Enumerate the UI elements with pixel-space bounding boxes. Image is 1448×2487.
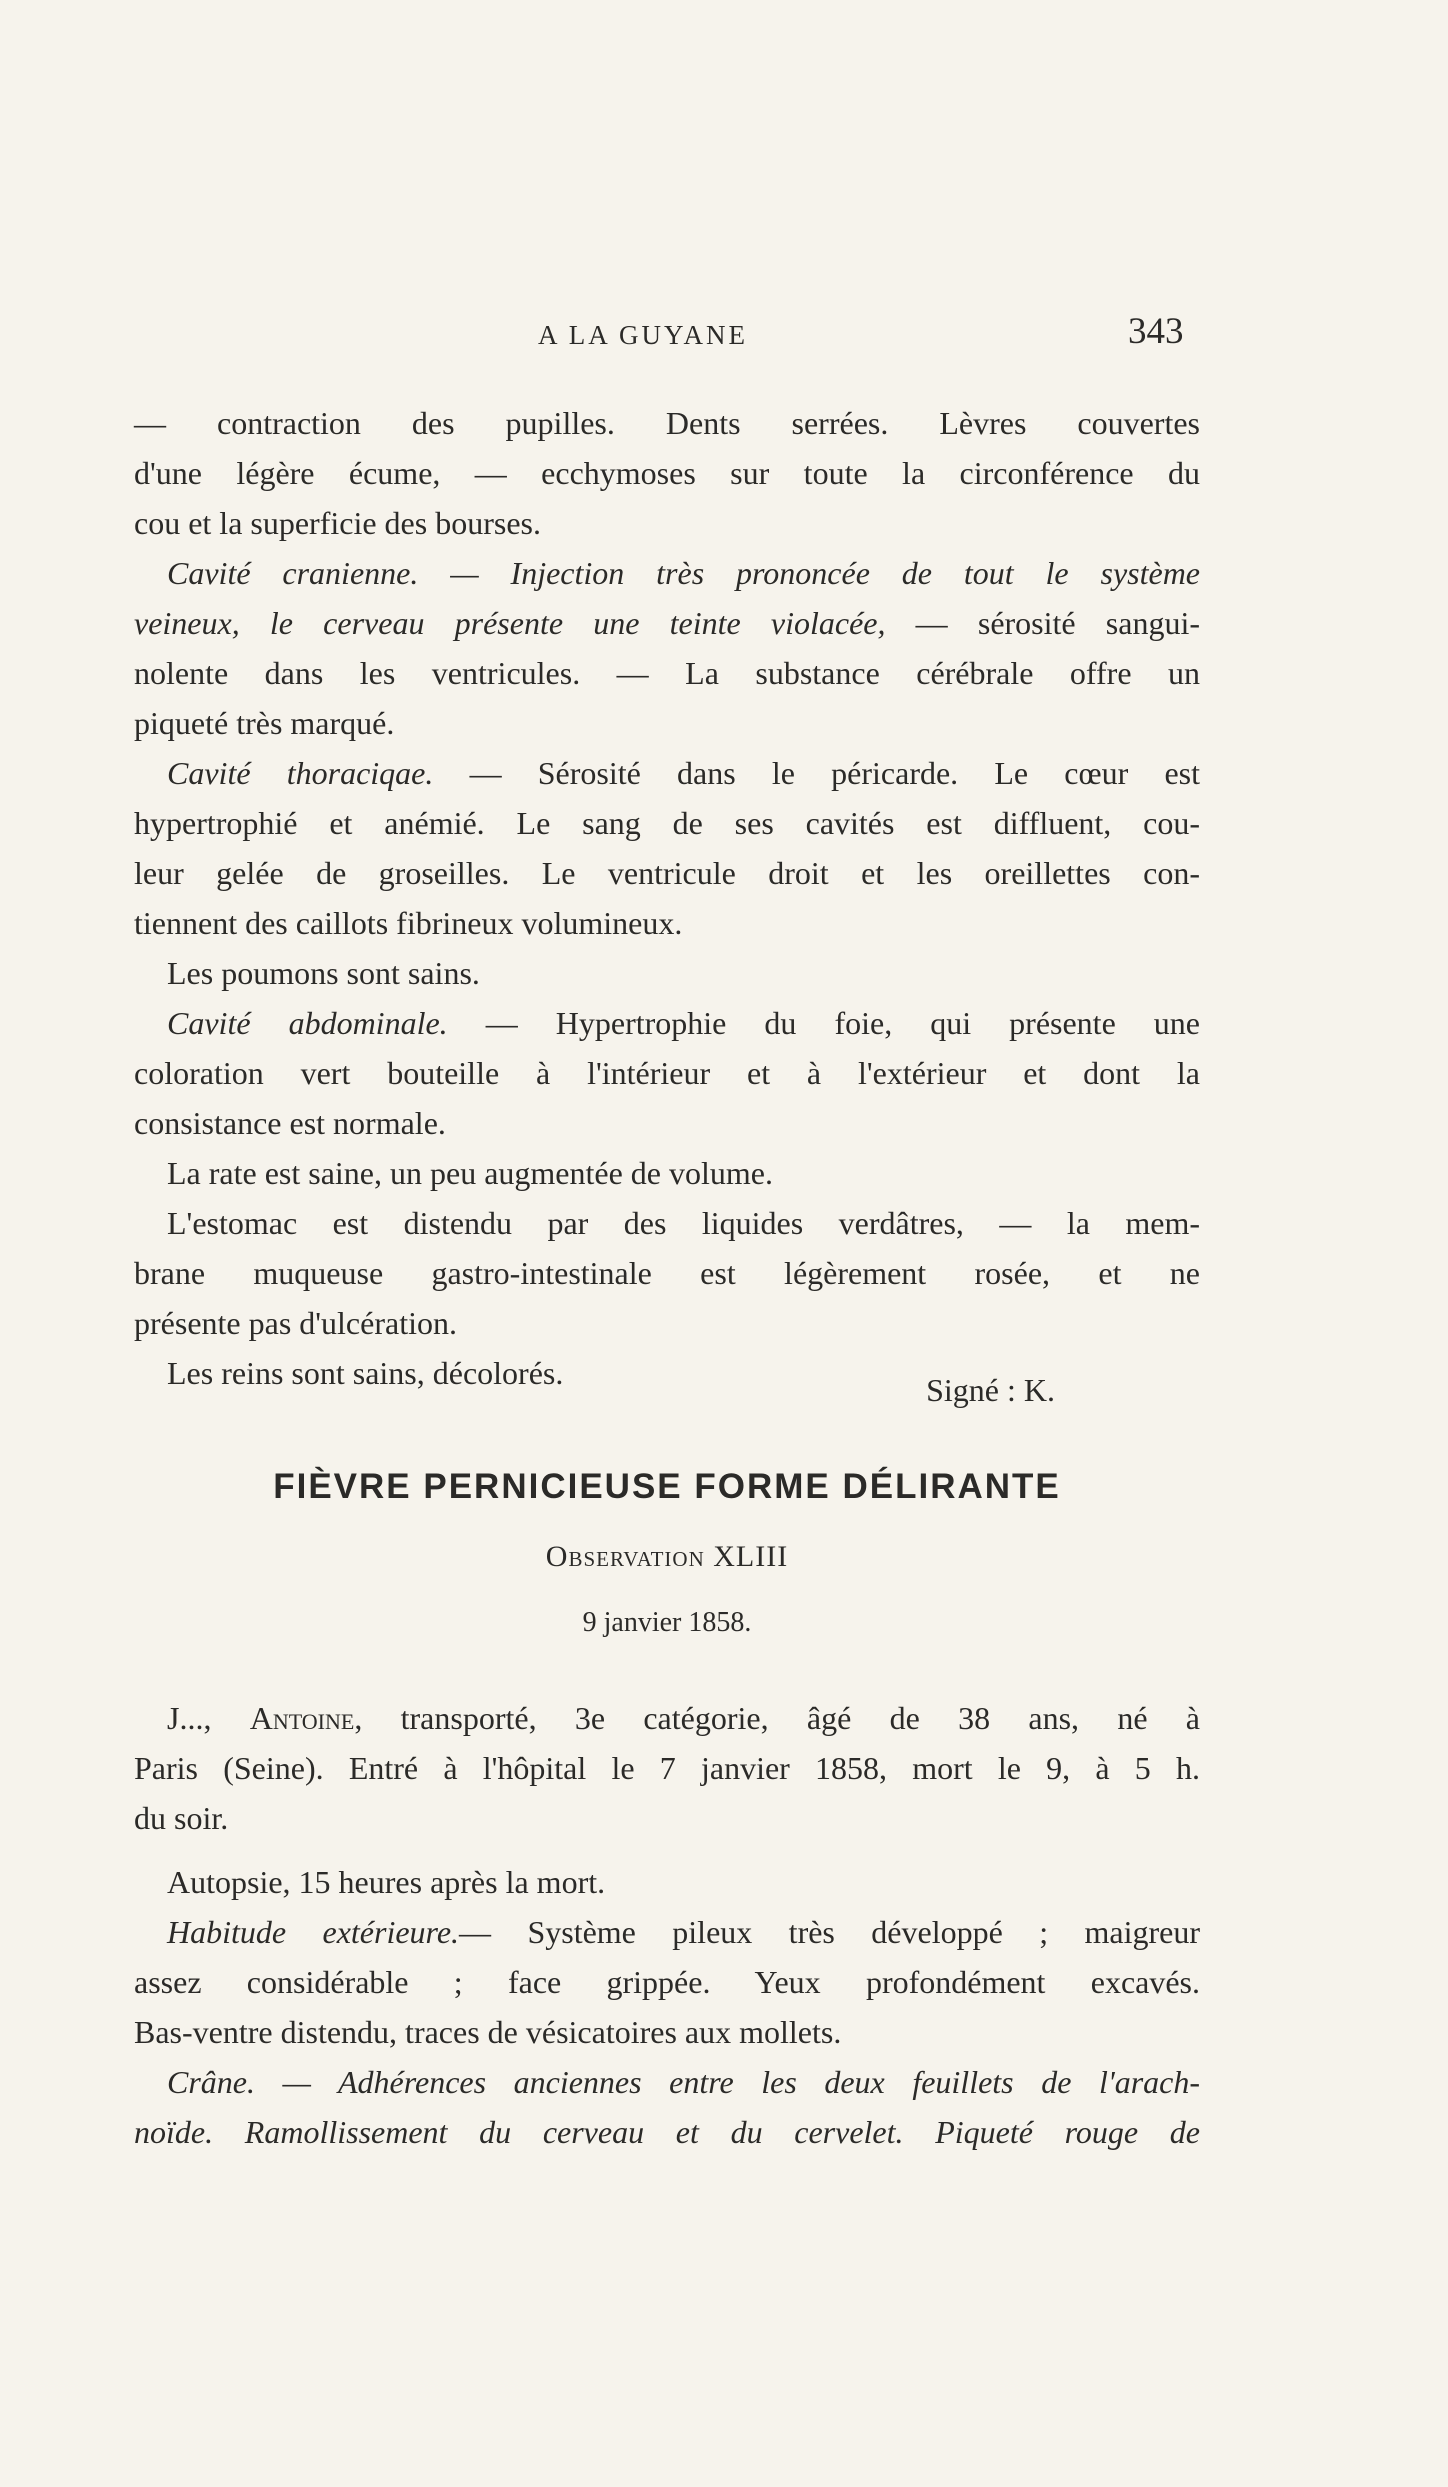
line-text: du soir. (134, 1800, 229, 1836)
observation-number: Observation XLIII (545, 1540, 789, 1573)
italic-text: Cavité thoraciqae. (167, 755, 434, 791)
line-text: cou et la superficie des bourses. (134, 505, 541, 541)
line-text: — Sérosité dans le péricarde. Le cœur est (433, 755, 1201, 791)
observation-date: 9 janvier 1858. (582, 1607, 752, 1638)
text-line (134, 2107, 1200, 2157)
text-line (134, 1098, 1200, 1148)
running-header (0, 310, 1448, 360)
section-header (134, 1452, 1200, 1662)
line-text: d'une légère écume, — ecchymoses sur toute la circonférence du (134, 455, 1200, 491)
italic-text: Crâne. — Adhérences anciennes entre les deux feuillets de l'arach- (167, 2064, 1200, 2100)
signature: Signé : K. (926, 1372, 1055, 1408)
line-text: hypertrophié et anémié. Le sang de ses cavités est diffluent, cou- (134, 805, 1200, 841)
text-line (134, 1793, 1200, 1843)
observation-text-block (134, 1693, 1200, 2157)
text-line (134, 2057, 1200, 2107)
text-line (134, 1298, 1200, 1348)
text-line (134, 398, 1200, 448)
text-line (134, 948, 1200, 998)
line-text: — sérosité sangui- (885, 605, 1201, 641)
autopsy-text-block (134, 398, 1200, 1398)
line-text: — contraction des pupilles. Dents serrées. Lèvres couvertes (134, 405, 1200, 441)
line-text: tiennent des caillots fibrineux volumineux. (134, 905, 683, 941)
signature-line (134, 1365, 1200, 1415)
text-line (134, 848, 1200, 898)
line-text: assez considérable ; face grippée. Yeux profondément excavés. (134, 1964, 1200, 2000)
line-text: leur gelée de groseilles. Le ventricule droit et les oreillettes con- (134, 855, 1200, 891)
text-line (134, 548, 1200, 598)
line-text: — Système pileux très développé ; maigreur (459, 1914, 1201, 1950)
italic-text: Habitude extérieure. (167, 1914, 460, 1950)
line-text: piqueté très marqué. (134, 705, 395, 741)
text-line (134, 1693, 1200, 1743)
line-text: , transporté, 3e catégorie, âgé de 38 ans, né à (354, 1700, 1201, 1736)
line-text: L'estomac est distendu par des liquides verdâtres, — la mem- (167, 1205, 1200, 1241)
text-line (134, 1957, 1200, 2007)
line-text: Paris (Seine). Entré à l'hôpital le 7 janvier 1858, mort le 9, à 5 h. (134, 1750, 1200, 1786)
text-line (134, 1743, 1200, 1793)
text-line (134, 1148, 1200, 1198)
text-line (134, 498, 1200, 548)
italic-text: Cavité cranienne. — Injection très prononcée de tout le système (167, 555, 1200, 591)
text-line (134, 2007, 1200, 2057)
line-text: Les poumons sont sains. (167, 955, 480, 991)
text-line (134, 448, 1200, 498)
text-line (134, 798, 1200, 848)
line-text: présente pas d'ulcération. (134, 1305, 457, 1341)
text-line (134, 1048, 1200, 1098)
text-line (134, 898, 1200, 948)
line-text: Les reins sont sains, décolorés. (167, 1355, 564, 1391)
text-line (134, 1248, 1200, 1298)
text-line (134, 598, 1200, 648)
page-number: 343 (1128, 311, 1184, 352)
line-text: — Hypertrophie du foie, qui présente une (447, 1005, 1201, 1041)
text-line (134, 748, 1200, 798)
section-title: FIÈVRE PERNICIEUSE FORME DÉLIRANTE (273, 1467, 1061, 1506)
line-text: La rate est saine, un peu augmentée de volume. (167, 1155, 773, 1191)
line-text: coloration vert bouteille à l'intérieur et à l'extérieur et dont la (134, 1055, 1200, 1091)
line-text: Bas-ventre distendu, traces de vésicatoires aux mollets. (134, 2014, 842, 2050)
text-line (134, 648, 1200, 698)
line-text: consistance est normale. (134, 1105, 446, 1141)
text-line (134, 998, 1200, 1048)
italic-text: veineux, le cerveau présente une teinte violacée, (134, 605, 886, 641)
italic-text: Cavité abdominale. (167, 1005, 448, 1041)
line-text: brane muqueuse gastro-intestinale est légèrement rosée, et ne (134, 1255, 1200, 1291)
running-title: A LA GUYANE (538, 320, 749, 350)
text-line (134, 698, 1200, 748)
line-text: J..., (167, 1700, 250, 1736)
text-line (134, 1857, 1200, 1907)
text-line (134, 1907, 1200, 1957)
patient-name: Antoine (249, 1700, 355, 1736)
italic-text: noïde. Ramollissement du cerveau et du cervelet. Piqueté rouge de (134, 2114, 1200, 2150)
line-text: nolente dans les ventricules. — La substance cérébrale offre un (134, 655, 1200, 691)
text-line (134, 1198, 1200, 1248)
line-text: Autopsie, 15 heures après la mort. (167, 1864, 606, 1900)
